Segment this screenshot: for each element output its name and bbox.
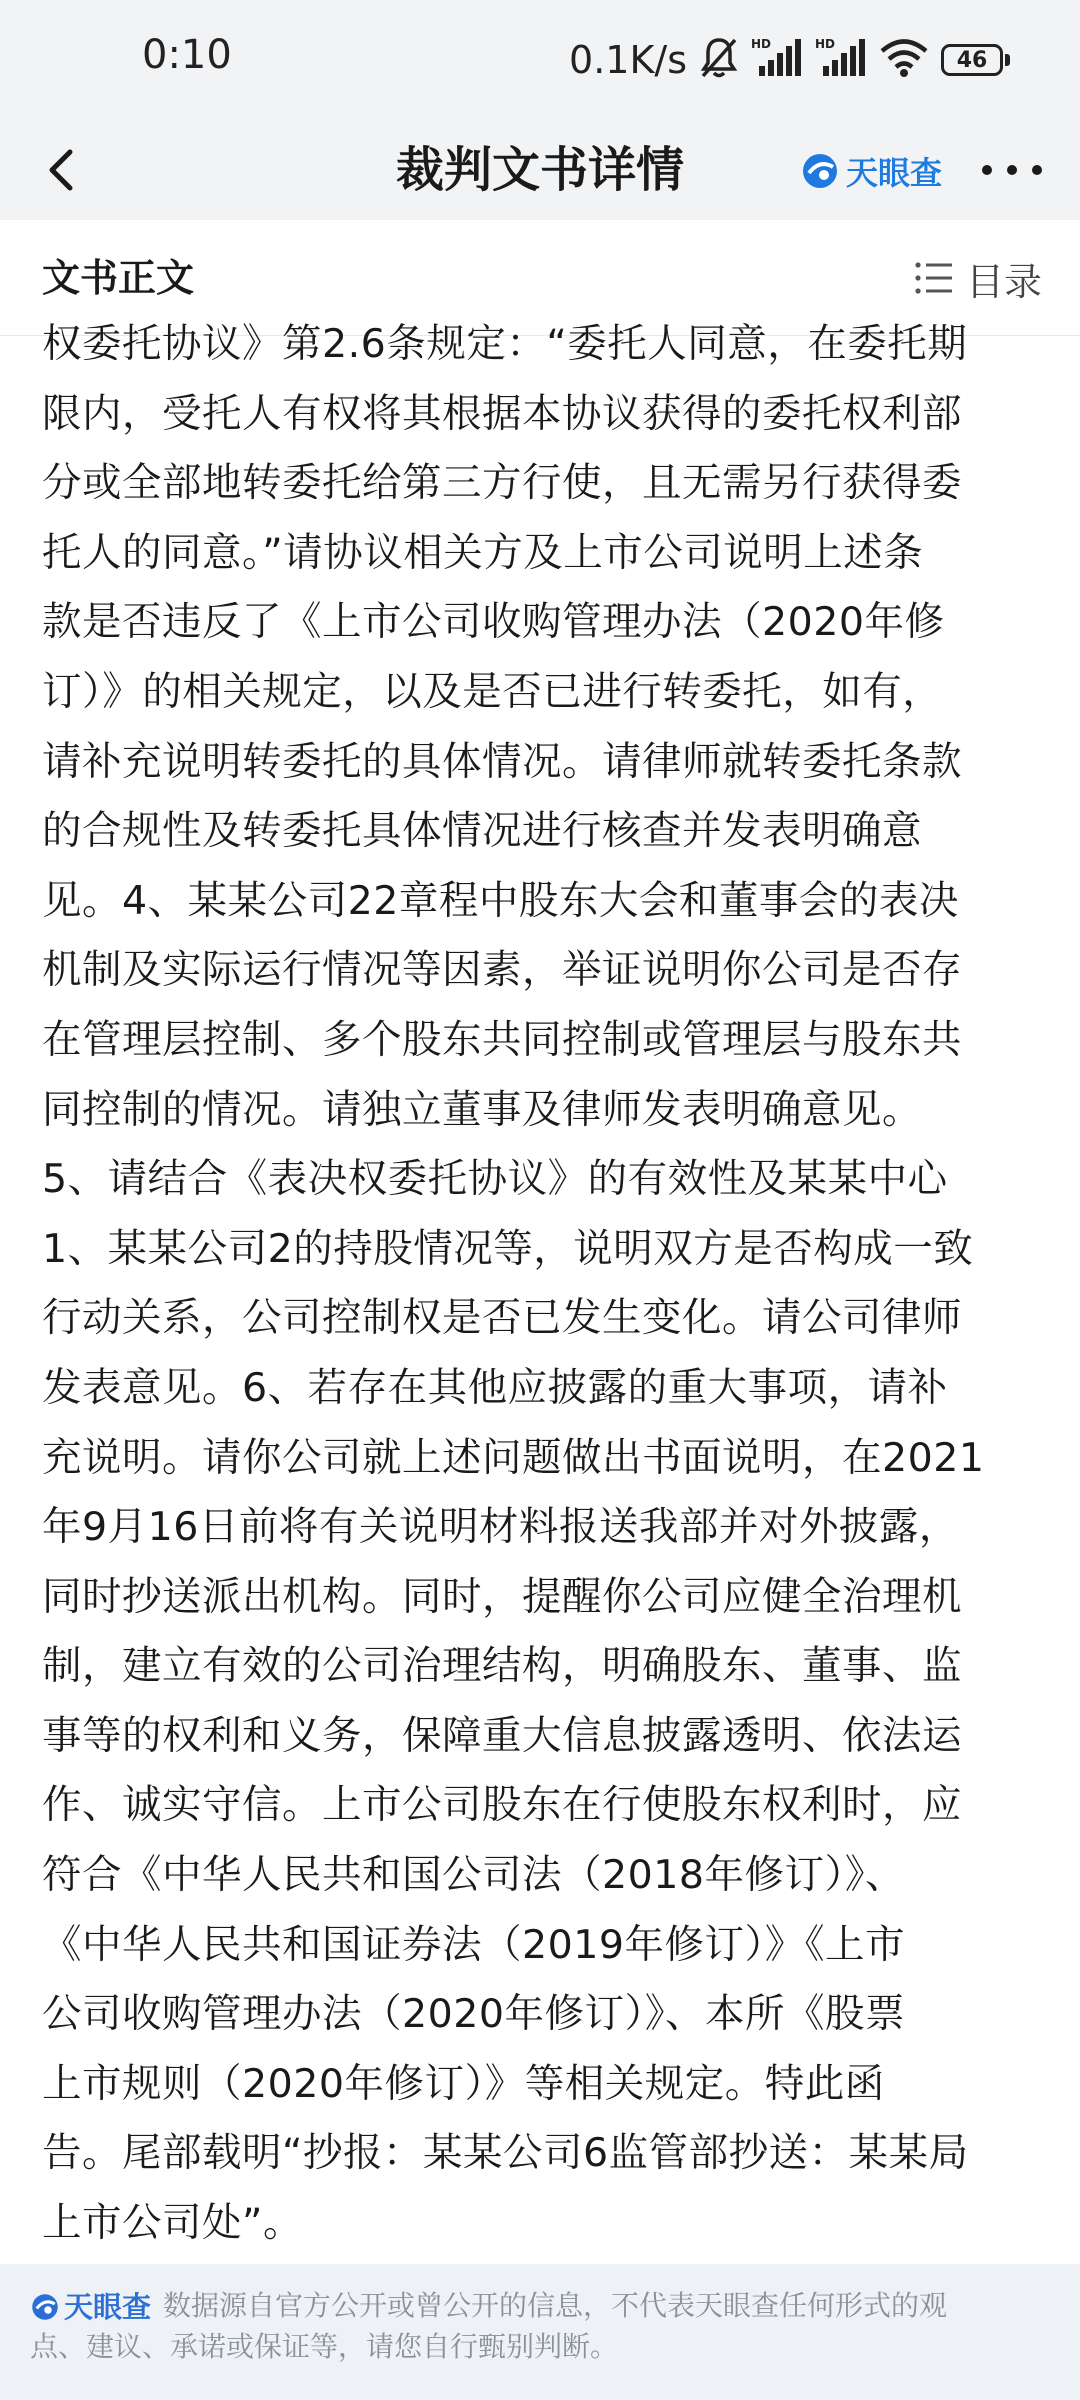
- paragraph-line: 权委托协议》第2.6条规定：“委托人同意，在委托期: [42, 321, 968, 367]
- paragraph-line: 年9月16日前将有关说明材料报送我部并对外披露，: [42, 1504, 959, 1551]
- back-button[interactable]: [30, 138, 94, 202]
- paragraph-line: 行动关系，公司控制权是否已发生变化。请公司律师: [42, 1295, 962, 1342]
- section-title: 文书正文: [42, 256, 195, 300]
- paragraph-line: 的合规性及转委托具体情况进行核查并发表明确意: [42, 808, 922, 855]
- status-time: 0:10: [142, 32, 232, 78]
- hd-signal-icon: [815, 36, 867, 84]
- mute-bell-icon: [699, 36, 739, 84]
- paragraph-line: 告。尾部载明“抄报：某某公司6监管部抄送：某某局: [42, 2130, 969, 2177]
- svg-text:HD: HD: [751, 37, 772, 51]
- more-dot-icon: [982, 165, 992, 175]
- disclaimer-line-1: 数据源自官方公开或曾公开的信息，不代表天眼查任何形式的观: [163, 2289, 948, 2322]
- paragraph-line: 制，建立有效的公司治理结构，明确股东、董事、监: [42, 1643, 962, 1690]
- battery-level: 46: [941, 44, 1003, 76]
- hd-signal-icon: [751, 36, 803, 84]
- brand-name: 天眼查: [846, 154, 943, 192]
- wifi-icon: [879, 38, 929, 82]
- paragraph-line: 款是否违反了《上市公司收购管理办法（2020年修: [42, 599, 945, 646]
- paragraph-line: 同时抄送派出机构。同时，提醒你公司应健全治理机: [42, 1573, 962, 1620]
- tianyancha-logo-icon: [800, 151, 840, 191]
- paragraph-line: 分或全部地转委托给第三方行使，且无需另行获得委: [42, 460, 962, 507]
- page-title: 裁判文书详情: [395, 142, 684, 198]
- disclaimer-footer: [0, 2264, 1080, 2400]
- paragraph-line: 5、请结合《表决权委托协议》的有效性及某某中心: [42, 1156, 948, 1203]
- toc-label: 目录: [965, 259, 1042, 304]
- list-icon: [914, 260, 954, 296]
- paragraph-line: 订）》的相关规定，以及是否已进行转委托，如有，: [42, 668, 943, 715]
- paragraph-line: 符合《中华人民共和国公司法（2018年修订）》、: [42, 1852, 906, 1899]
- chevron-left-icon: [42, 146, 82, 194]
- document-body: [42, 310, 1042, 2260]
- paragraph-line: 公司收购管理办法（2020年修订）》、本所《股票: [42, 1991, 906, 2038]
- disclaimer-text: [30, 2286, 1050, 2367]
- status-indicators: [569, 30, 1010, 90]
- tianyancha-logo-icon: [30, 2292, 60, 2322]
- paragraph-line: 请补充说明转委托的具体情况。请律师就转委托条款: [42, 738, 962, 785]
- paragraph-line: 事等的权利和义务，保障重大信息披露透明、依法运: [42, 1712, 962, 1759]
- svg-text:HD: HD: [815, 37, 836, 51]
- paragraph-line: 1、某某公司2的持股情况等，说明双方是否构成一致: [42, 1225, 974, 1272]
- paragraph-line: 发表意见。6、若存在其他应披露的重大事项，请补: [42, 1364, 948, 1411]
- more-options-button[interactable]: [982, 154, 1042, 186]
- brand-logo: [800, 146, 942, 196]
- table-of-contents-button[interactable]: [914, 250, 1042, 306]
- paragraph-line: 作、诚实守信。上市公司股东在行使股东权利时，应: [42, 1782, 962, 1829]
- paragraph-line: 限内，受托人有权将其根据本协议获得的委托权利部: [42, 390, 962, 437]
- paragraph-line: 同控制的情况。请独立董事及律师发表明确意见。: [42, 1086, 922, 1133]
- paragraph-line: 上市公司处”。: [42, 2200, 303, 2247]
- footer-brand-name: 天眼查: [64, 2290, 152, 2324]
- paragraph-line: 充说明。请你公司就上述问题做出书面说明，在2021: [42, 1434, 985, 1481]
- battery-tip: [1005, 54, 1010, 66]
- network-speed: 0.1K/s: [569, 38, 687, 82]
- footer-brand-logo: [30, 2287, 151, 2327]
- battery-icon: [941, 44, 1010, 76]
- paragraph-line: 《中华人民共和国证券法（2019年修订）》《上市: [42, 1921, 906, 1968]
- status-bar: [0, 0, 1080, 120]
- more-dot-icon: [1007, 165, 1017, 175]
- paragraph-line: 上市规则（2020年修订）》等相关规定。特此函: [42, 2060, 885, 2107]
- more-dot-icon: [1032, 165, 1042, 175]
- paragraph-line: 见。4、某某公司22章程中股东大会和董事会的表决: [42, 877, 959, 924]
- paragraph-line: 在管理层控制、多个股东共同控制或管理层与股东共: [42, 1016, 962, 1063]
- paragraph-line: 机制及实际运行情况等因素，举证说明你公司是否存: [42, 947, 962, 994]
- paragraph-line: 托人的同意。”请协议相关方及上市公司说明上述条: [42, 529, 924, 576]
- disclaimer-line-2: 点、建议、承诺或保证等，请您自行甄别判断。: [30, 2330, 619, 2363]
- app-header: [0, 120, 1080, 220]
